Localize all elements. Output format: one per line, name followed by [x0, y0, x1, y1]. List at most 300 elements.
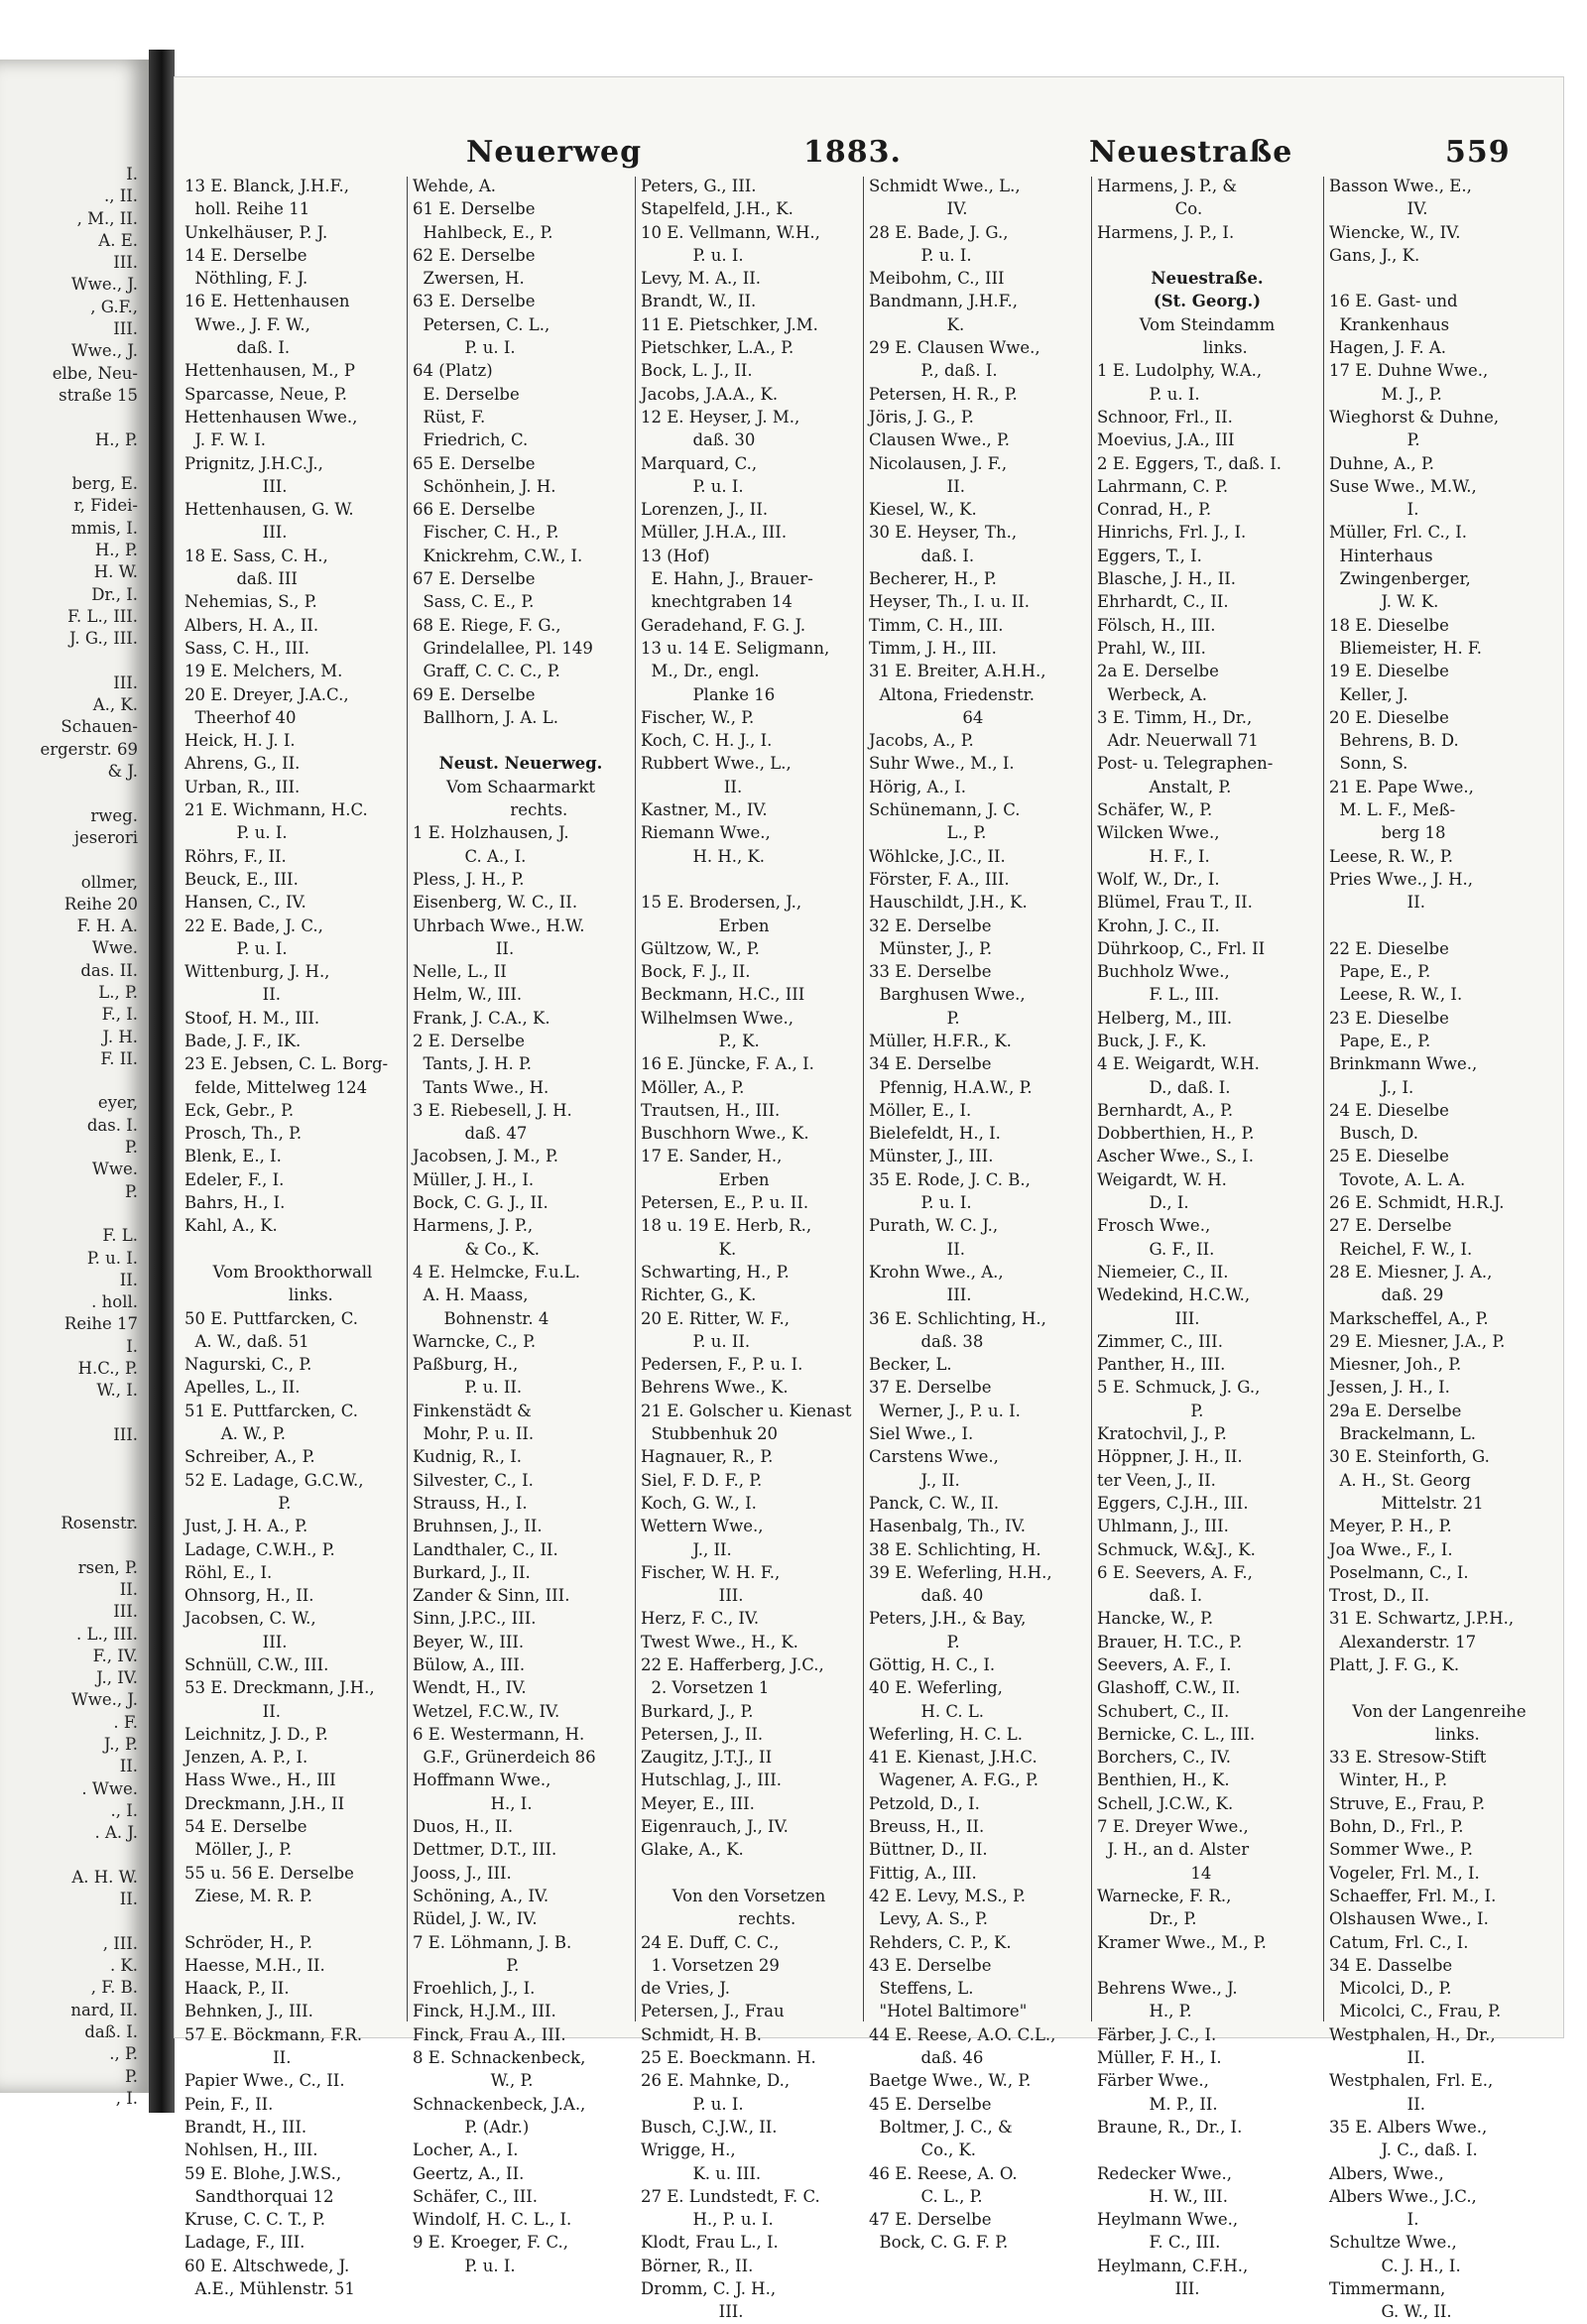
directory-entry: 1 E. Holzhausen, J. — [413, 823, 569, 843]
directory-entry: 19 E. Dieselbe — [1329, 662, 1449, 681]
directory-entry: Fölsch, H., III. — [1097, 615, 1216, 635]
left-page-line: Reihe 17 — [63, 1314, 138, 1334]
directory-entry: (St. Georg.) — [1153, 292, 1262, 311]
directory-entry: daß. III — [184, 569, 298, 589]
directory-entry: Altona, Friedenstr. — [869, 684, 1035, 704]
directory-entry: Tants Wwe., H. — [413, 1077, 549, 1097]
directory-entry: Alexanderstr. 17 — [1329, 1632, 1477, 1651]
directory-entry: M. L. F., Meß- — [1329, 800, 1456, 820]
directory-entry: Müller, Frl. C., I. — [1329, 523, 1468, 543]
left-page-line — [4, 783, 138, 804]
directory-entry: P. u. I. — [869, 1193, 972, 1213]
directory-entry: Just, J. H. A., P. — [184, 1517, 308, 1536]
directory-entry: II. — [641, 777, 743, 796]
directory-entry: Erben — [641, 916, 770, 935]
directory-entry: 18 u. 19 E. Herb, R., — [641, 1216, 812, 1236]
directory-entry: Pries Wwe., J. H., — [1329, 869, 1474, 889]
directory-entry: Wedekind, H.C.W., — [1097, 1285, 1251, 1305]
directory-entry: Nohlsen, H., III. — [184, 2141, 318, 2160]
directory-entry: 60 E. Altschwede, J. — [184, 2256, 350, 2275]
column-2 — [413, 175, 629, 2275]
column-rule — [863, 177, 864, 2021]
directory-entry: Timmermann, — [1329, 2279, 1446, 2299]
directory-entry: A. H. Maass, — [413, 1285, 529, 1305]
directory-entry: III. — [184, 1632, 288, 1651]
directory-entry: Schöning, A., IV. — [413, 1886, 549, 1905]
directory-entry: Hagen, J. F. A. — [1329, 338, 1447, 358]
directory-entry: Seevers, A. F., I. — [1097, 1655, 1232, 1674]
directory-entry: Koch, G. W., I. — [641, 1493, 757, 1513]
directory-entry: Friedrich, C. — [413, 430, 529, 450]
directory-entry: Bock, F. J., II. — [641, 962, 751, 982]
directory-entry: Baetge Wwe., W., P. — [869, 2071, 1032, 2091]
directory-entry: E. Hahn, J., Brauer- — [641, 569, 813, 589]
directory-entry: Becherer, H., P. — [869, 569, 997, 589]
directory-entry: Sinn, J.P.C., III. — [413, 1609, 537, 1629]
directory-entry: J. F. W. I. — [184, 430, 267, 450]
directory-entry: 63 E. Derselbe — [413, 292, 536, 311]
directory-entry: Frank, J. C.A., K. — [413, 1008, 550, 1028]
directory-entry: Jacobs, J.A.A., K. — [641, 384, 779, 404]
directory-entry: Winter, H., P. — [1329, 1771, 1448, 1790]
directory-entry: J., II. — [641, 1539, 732, 1559]
directory-entry: Müller, H.F.R., K. — [869, 1031, 1012, 1050]
left-page-line: , III. — [102, 1933, 138, 1953]
directory-entry: 4 E. Weigardt, W.H. — [1097, 1054, 1260, 1074]
directory-entry: Meyer, P. H., P. — [1329, 1517, 1452, 1536]
directory-entry: 11 E. Pietschker, J.M. — [641, 314, 818, 334]
directory-entry: 13 E. Blanck, J.H.F., — [184, 177, 349, 195]
left-page-line: ., I. — [110, 1800, 138, 1820]
directory-entry: Schmidt, H. B. — [641, 2024, 763, 2044]
left-page-text — [4, 164, 138, 2110]
left-page-line: J., P. — [103, 1735, 138, 1755]
directory-entry: 50 E. Puttfarcken, C. — [184, 1308, 358, 1328]
directory-entry: H. F., I. — [1097, 846, 1210, 866]
directory-entry: Levy, A. S., P. — [869, 1909, 989, 1929]
directory-entry: Ohnsorg, H., II. — [184, 1586, 314, 1606]
directory-entry: 20 E. Ritter, W. F., — [641, 1308, 790, 1328]
directory-entry — [184, 1907, 401, 1930]
directory-entry: Kratochvil, J., P. — [1097, 1424, 1227, 1444]
directory-entry: P., K. — [641, 1031, 760, 1050]
directory-entry: links. — [252, 1285, 333, 1305]
directory-entry: Sass, C. E., P. — [413, 592, 535, 612]
directory-entry: Prosch, Th., P. — [184, 1124, 303, 1144]
directory-entry: Purath, W. C. J., — [869, 1216, 999, 1236]
left-page-line: rsen, P. — [77, 1557, 138, 1577]
directory-entry: 24 E. Dieselbe — [1329, 1100, 1449, 1120]
directory-entry: 16 E. Hettenhausen — [184, 292, 350, 311]
directory-entry: Brauer, H. T.C., P. — [1097, 1632, 1243, 1651]
directory-entry: 54 E. Derselbe — [184, 1817, 307, 1837]
left-page-line: II. — [119, 1890, 138, 1909]
directory-entry: M., Dr., engl. — [641, 662, 760, 681]
directory-entry: Wehde, A. — [413, 177, 496, 195]
directory-entry: 2 E. Eggers, T., daß. I. — [1097, 453, 1282, 473]
directory-entry: Förster, F. A., III. — [869, 869, 1010, 889]
directory-entry: Brandt, W., II. — [641, 292, 757, 311]
directory-entry: Petersen, H. R., P. — [869, 384, 1018, 404]
directory-entry: Paßburg, H., — [413, 1355, 519, 1375]
directory-entry: IV. — [1329, 199, 1428, 219]
page-number: 559 — [1445, 135, 1511, 170]
directory-entry: G. F., II. — [1097, 1239, 1215, 1259]
directory-entry: ter Veen, J., II. — [1097, 1470, 1216, 1490]
directory-entry: Stoof, H. M., III. — [184, 1008, 320, 1028]
directory-entry: Brandt, H., III. — [184, 2117, 307, 2137]
directory-entry: 52 E. Ladage, G.C.W., — [184, 1470, 364, 1490]
directory-entry: Bock, C. G. F. P. — [869, 2233, 1009, 2253]
directory-entry: Schönhein, J. H. — [413, 476, 556, 496]
directory-entry: Burkard, J., P. — [641, 1701, 754, 1721]
directory-entry: P. u. I. — [869, 245, 972, 265]
directory-entry: Finck, Frau A., III. — [413, 2024, 566, 2044]
directory-entry: 18 E. Sass, C. H., — [184, 546, 328, 565]
directory-entry: Hettenhausen, M., P — [184, 361, 355, 381]
directory-entry: Hettenhausen, G. W. — [184, 500, 354, 520]
directory-entry: Rubbert Wwe., L., — [641, 754, 792, 774]
left-page-line — [4, 407, 138, 428]
directory-entry: Leese, R. W., I. — [1329, 985, 1463, 1005]
directory-entry: Nelle, L., II — [413, 962, 507, 982]
left-page-line: H., P. — [94, 429, 138, 449]
directory-entry — [1329, 915, 1549, 937]
directory-entry: I. — [1329, 2210, 1419, 2230]
directory-entry: Glake, A., K. — [641, 1840, 744, 1860]
directory-entry: Westphalen, H., Dr., — [1329, 2024, 1496, 2044]
directory-entry: Jooss, J., III. — [413, 1863, 512, 1883]
directory-entry: G. W., II. — [1329, 2302, 1452, 2322]
directory-entry: Wittenburg, J. H., — [184, 962, 330, 982]
left-page-line: F., I. — [101, 1005, 138, 1025]
directory-entry: Levy, M. A., II. — [641, 269, 761, 289]
directory-entry: Behrens, B. D. — [1329, 731, 1459, 751]
directory-entry: Hauschildt, J.H., K. — [869, 893, 1028, 913]
column-1 — [184, 175, 401, 2299]
directory-entry: II. — [413, 938, 515, 958]
directory-entry: P. u. II. — [413, 1378, 523, 1398]
left-page-line: III. — [113, 253, 138, 273]
left-page-line: J., IV. — [96, 1668, 138, 1688]
left-page-line: II. — [119, 1580, 138, 1599]
directory-entry: Schwarting, H., P. — [641, 1262, 790, 1282]
left-page-line: Wwe., J. — [70, 341, 138, 361]
directory-entry: Urban, R., III. — [184, 777, 301, 796]
left-page-line: H., P. — [94, 541, 138, 560]
directory-entry: G.F., Grünerdeich 86 — [413, 1748, 596, 1768]
left-page-line: ., II. — [103, 186, 138, 206]
directory-entry: Kramer Wwe., M., P. — [1097, 1932, 1267, 1952]
left-page-line: . holl. — [91, 1292, 138, 1312]
directory-entry: F. C., III. — [1097, 2233, 1221, 2253]
directory-entry: Haesse, M.H., II. — [184, 1955, 325, 1975]
directory-entry: Warncke, C., P. — [413, 1331, 537, 1351]
left-page-line: nard, II. — [70, 2000, 138, 2019]
directory-entry: Wwe., J. F. W., — [184, 314, 310, 334]
directory-entry: Ahrens, G., II. — [184, 754, 301, 774]
directory-entry: 17 E. Sander, H., — [641, 1147, 783, 1166]
directory-entry: Schröder, H., P. — [184, 1932, 313, 1952]
directory-entry: Suse Wwe., M.W., — [1329, 476, 1477, 496]
directory-entry: J., II. — [869, 1470, 960, 1490]
directory-entry: H. W., III. — [1097, 2186, 1228, 2206]
directory-entry: Siel Wwe., I. — [869, 1424, 974, 1444]
directory-entry: Helberg, M., III. — [1097, 1008, 1233, 1028]
left-page-line: Dr., I. — [91, 584, 138, 604]
directory-entry: 41 E. Kienast, J.H.C. — [869, 1748, 1038, 1768]
directory-entry: Bülow, A., III. — [413, 1655, 526, 1674]
directory-entry: 1 E. Ludolphy, W.A., — [1097, 361, 1263, 381]
directory-entry: Wilcken Wwe., — [1097, 823, 1220, 843]
directory-entry: Wilhelmsen Wwe., — [641, 1008, 794, 1028]
left-page-line: F. H. A. — [76, 917, 138, 936]
column-rule — [1091, 177, 1092, 2021]
directory-entry: 69 E. Derselbe — [413, 684, 536, 704]
directory-entry: Heyser, Th., I. u. II. — [869, 592, 1031, 612]
directory-entry: Färber, J. C., I. — [1097, 2024, 1217, 2044]
directory-entry: Frosch Wwe., — [1097, 1216, 1211, 1236]
directory-entry: 59 E. Blohe, J.W.S., — [184, 2163, 342, 2183]
directory-entry: 68 E. Riege, F. G., — [413, 615, 561, 635]
left-page-line — [4, 1070, 138, 1092]
directory-entry: Vom Brookthorwall — [212, 1262, 373, 1282]
directory-entry: 22 E. Bade, J. C., — [184, 916, 323, 935]
directory-entry: daß. 47 — [413, 1124, 528, 1144]
left-page-line: & J. — [107, 762, 138, 782]
directory-entry: 26 E. Mahnke, D., — [641, 2071, 791, 2091]
directory-page — [175, 77, 1563, 2322]
directory-entry: P. — [1329, 430, 1420, 450]
directory-entry — [641, 1862, 857, 1885]
directory-entry: Eggers, C.J.H., III. — [1097, 1493, 1249, 1513]
directory-entry: Koch, C. H. J., I. — [641, 731, 773, 751]
left-page-line: , I. — [115, 2088, 138, 2108]
directory-entry: 46 E. Reese, A. O. — [869, 2163, 1018, 2183]
directory-entry: Zwersen, H. — [413, 269, 525, 289]
directory-entry: 34 E. Derselbe — [869, 1054, 992, 1074]
directory-entry: Heick, H. J. I. — [184, 731, 296, 751]
directory-entry: Carstens Wwe., — [869, 1447, 999, 1467]
directory-entry: 8 E. Schnackenbeck, — [413, 2048, 586, 2068]
directory-entry: Panther, H., III. — [1097, 1355, 1226, 1375]
left-page-line: . F. — [113, 1712, 138, 1732]
directory-entry: Vogeler, Frl. M., I. — [1329, 1863, 1480, 1883]
directory-entry: Geertz, A., II. — [413, 2163, 525, 2183]
directory-entry: Herz, F. C., IV. — [641, 1609, 760, 1629]
directory-entry: E. Derselbe — [413, 384, 520, 404]
left-page-line: jeserori — [73, 827, 138, 847]
directory-entry: P. — [184, 1493, 292, 1513]
directory-entry: II. — [184, 1701, 281, 1721]
directory-entry: Uhlmann, J., III. — [1097, 1517, 1229, 1536]
left-page-line: , F. B. — [90, 1978, 138, 1998]
left-page-line: das. II. — [80, 960, 138, 980]
directory-entry: C. J. H., I. — [1329, 2256, 1461, 2275]
directory-entry: Krohn Wwe., A., — [869, 1262, 1004, 1282]
directory-entry: 64 (Platz) — [413, 361, 493, 381]
directory-entry: Kahl, A., K. — [184, 1216, 278, 1236]
directory-entry: P. u. I. — [184, 938, 288, 958]
directory-entry: 18 E. Dieselbe — [1329, 615, 1449, 635]
directory-entry: "Hotel Baltimore" — [869, 2002, 1028, 2021]
directory-entry: Micolci, D., P. — [1329, 1979, 1452, 1999]
directory-entry: P. — [869, 1632, 960, 1651]
directory-entry: 12 E. Heyser, J. M., — [641, 407, 800, 427]
directory-entry: Hettenhausen Wwe., — [184, 407, 358, 427]
directory-entry: Kiesel, W., K. — [869, 500, 977, 520]
directory-entry: 21 E. Pape Wwe., — [1329, 777, 1474, 796]
directory-entry: Burkard, J., II. — [413, 1562, 531, 1582]
directory-entry: J. H., an d. Alster — [1097, 1840, 1250, 1860]
directory-entry: Behrens Wwe., J. — [1097, 1979, 1238, 1999]
directory-entry: Bohnenstr. 4 — [413, 1308, 549, 1328]
directory-entry: 31 E. Breiter, A.H.H., — [869, 662, 1046, 681]
directory-entry: Hansen, C., IV. — [184, 893, 306, 913]
left-page-line — [4, 1534, 138, 1556]
directory-entry: Behrens Wwe., K. — [641, 1378, 789, 1398]
directory-entry: Anstalt, P. — [1097, 777, 1232, 796]
left-page-line: Wwe., J. — [70, 275, 138, 295]
directory-entry: Busch, C.J.W., II. — [641, 2117, 778, 2137]
directory-entry — [413, 729, 629, 752]
directory-entry: Beyer, W., III. — [413, 1632, 525, 1651]
directory-entry: Lorenzen, J., II. — [641, 500, 769, 520]
directory-entry: 15 E. Brodersen, J., — [641, 893, 802, 913]
directory-entry: Bahrs, H., I. — [184, 1193, 286, 1213]
directory-entry: Mittelstr. 21 — [1329, 1493, 1484, 1513]
directory-entry: 35 E. Rode, J. C. B., — [869, 1169, 1031, 1189]
directory-entry: Sandthorquai 12 — [184, 2186, 334, 2206]
directory-entry: Hasenbalg, Th., IV. — [869, 1517, 1026, 1536]
directory-entry: Rüdel, J. W., IV. — [413, 1909, 538, 1929]
directory-entry: Petersen, C. L., — [413, 314, 550, 334]
directory-entry: K. — [641, 1239, 737, 1259]
directory-entry: P. u. I. — [413, 338, 516, 358]
directory-entry: Reichel, F. W., I. — [1329, 1239, 1473, 1259]
directory-entry: Beckmann, H.C., III — [641, 985, 805, 1005]
directory-entry: Werbeck, A. — [1097, 684, 1207, 704]
directory-entry: Strauss, H., I. — [413, 1493, 528, 1513]
column-3 — [641, 175, 857, 2322]
directory-entry: P. u. I. — [641, 245, 744, 265]
directory-entry: Platt, J. F. G., K. — [1329, 1655, 1460, 1674]
left-page-line: . K. — [109, 1956, 138, 1976]
directory-entry: Blümel, Frau T., II. — [1097, 893, 1253, 913]
directory-entry: de Vries, J. — [641, 1979, 730, 1999]
directory-entry: P. u. I. — [641, 476, 744, 496]
directory-entry: Suhr Wwe., M., I. — [869, 754, 1015, 774]
directory-entry: C. A., I. — [413, 846, 527, 866]
directory-entry: Röhl, E., I. — [184, 1562, 273, 1582]
directory-entry: Bock, L. J., II. — [641, 361, 753, 381]
left-page-line: rweg. — [90, 805, 138, 825]
directory-entry: Riemann Wwe., — [641, 823, 771, 843]
directory-entry: Duhne, A., P. — [1329, 453, 1435, 473]
directory-entry: Harmens, J. P., I. — [1097, 222, 1235, 242]
directory-entry: 7 E. Dreyer Wwe., — [1097, 1817, 1249, 1837]
directory-entry: 25 E. Boeckmann. H. — [641, 2048, 816, 2068]
directory-entry: 13 u. 14 E. Seligmann, — [641, 638, 830, 658]
directory-entry: Bielefeldt, H., I. — [869, 1124, 1001, 1144]
directory-entry: 65 E. Derselbe — [413, 453, 536, 473]
left-page-line: mmis, I. — [70, 518, 138, 538]
directory-entry — [1097, 244, 1317, 267]
directory-entry: 35 E. Albers Wwe., — [1329, 2117, 1488, 2137]
directory-entry: Braune, R., Dr., I. — [1097, 2117, 1243, 2137]
directory-entry: 19 E. Melchers, M. — [184, 662, 343, 681]
directory-entry: Adr. Neuerwall 71 — [1097, 731, 1259, 751]
directory-entry: Dettmer, D.T., III. — [413, 1840, 557, 1860]
directory-entry: Co. — [1097, 199, 1203, 219]
directory-entry: 22 E. Dieselbe — [1329, 938, 1449, 958]
directory-entry: 33 E. Derselbe — [869, 962, 992, 982]
directory-entry: Apelles, L., II. — [184, 1378, 301, 1398]
directory-entry: Weigardt, W. H. — [1097, 1169, 1227, 1189]
directory-entry: II. — [1329, 2094, 1425, 2114]
directory-entry: 26 E. Schmidt, H.R.J. — [1329, 1193, 1505, 1213]
directory-entry: Markscheffel, A., P. — [1329, 1308, 1489, 1328]
directory-entry: Gans, J., K. — [1329, 245, 1420, 265]
left-page-line: P. — [124, 1181, 138, 1201]
left-page-line — [4, 1491, 138, 1513]
directory-entry: Jenzen, A. P., I. — [184, 1748, 308, 1768]
directory-entry: 25 E. Dieselbe — [1329, 1147, 1449, 1166]
left-page-line — [4, 1446, 138, 1468]
directory-entry: Bohn, D., Frl., P. — [1329, 1817, 1464, 1837]
directory-entry: Nagurski, C., P. — [184, 1355, 312, 1375]
directory-entry: Möller, A., P. — [641, 1077, 745, 1097]
left-page-line — [4, 1845, 138, 1867]
directory-entry: Börner, R., II. — [641, 2256, 754, 2275]
left-page-line: I. — [126, 1336, 138, 1356]
directory-entry: P. u. I. — [641, 2094, 744, 2114]
directory-entry: Mohr, P. u. II. — [413, 1424, 535, 1444]
header-year: 1883. — [803, 135, 902, 170]
directory-entry: 33 E. Stresow-Stift — [1329, 1748, 1487, 1768]
directory-entry: Hörig, A., I. — [869, 777, 966, 796]
directory-entry: Micolci, C., Frau, P. — [1329, 2002, 1502, 2021]
left-page-line: III. — [113, 1602, 138, 1622]
directory-entry: J. W. K. — [1329, 592, 1439, 612]
directory-entry: Fittig, A., III. — [869, 1863, 977, 1883]
directory-entry: K. u. III. — [641, 2163, 762, 2183]
directory-entry: Schnoor, Frl., II. — [1097, 407, 1233, 427]
left-page-line — [4, 451, 138, 473]
left-page-line: A. H. W. — [71, 1867, 138, 1887]
directory-entry: 2. Vorsetzen 1 — [641, 1678, 770, 1698]
left-page-line: , M., II. — [76, 208, 138, 228]
directory-entry: Erben — [641, 1169, 770, 1189]
directory-entry: 45 E. Derselbe — [869, 2094, 992, 2114]
directory-entry: M. J., P. — [1329, 384, 1442, 404]
directory-entry: Trost, D., II. — [1329, 1586, 1430, 1606]
directory-entry: Geradehand, F. G. J. — [641, 615, 806, 635]
directory-entry: 22 E. Hafferberg, J.C., — [641, 1655, 824, 1674]
directory-entry: Barghusen Wwe., — [869, 985, 1026, 1005]
directory-entry: 2a E. Derselbe — [1097, 662, 1219, 681]
directory-entry: Münster, J., III. — [869, 1147, 994, 1166]
left-page-line: P. — [124, 2066, 138, 2086]
directory-entry: Eisenberg, W. C., II. — [413, 893, 578, 913]
directory-entry: P. u. I. — [184, 823, 288, 843]
directory-entry: Dr., P. — [1097, 1909, 1197, 1929]
directory-entry: Papier Wwe., C., II. — [184, 2071, 345, 2091]
directory-entry: Sass, C. H., III. — [184, 638, 310, 658]
directory-entry: 28 E. Miesner, J. A., — [1329, 1262, 1493, 1282]
directory-entry: Peters, G., III. — [641, 177, 757, 195]
directory-entry: Hinterhaus — [1329, 546, 1433, 565]
